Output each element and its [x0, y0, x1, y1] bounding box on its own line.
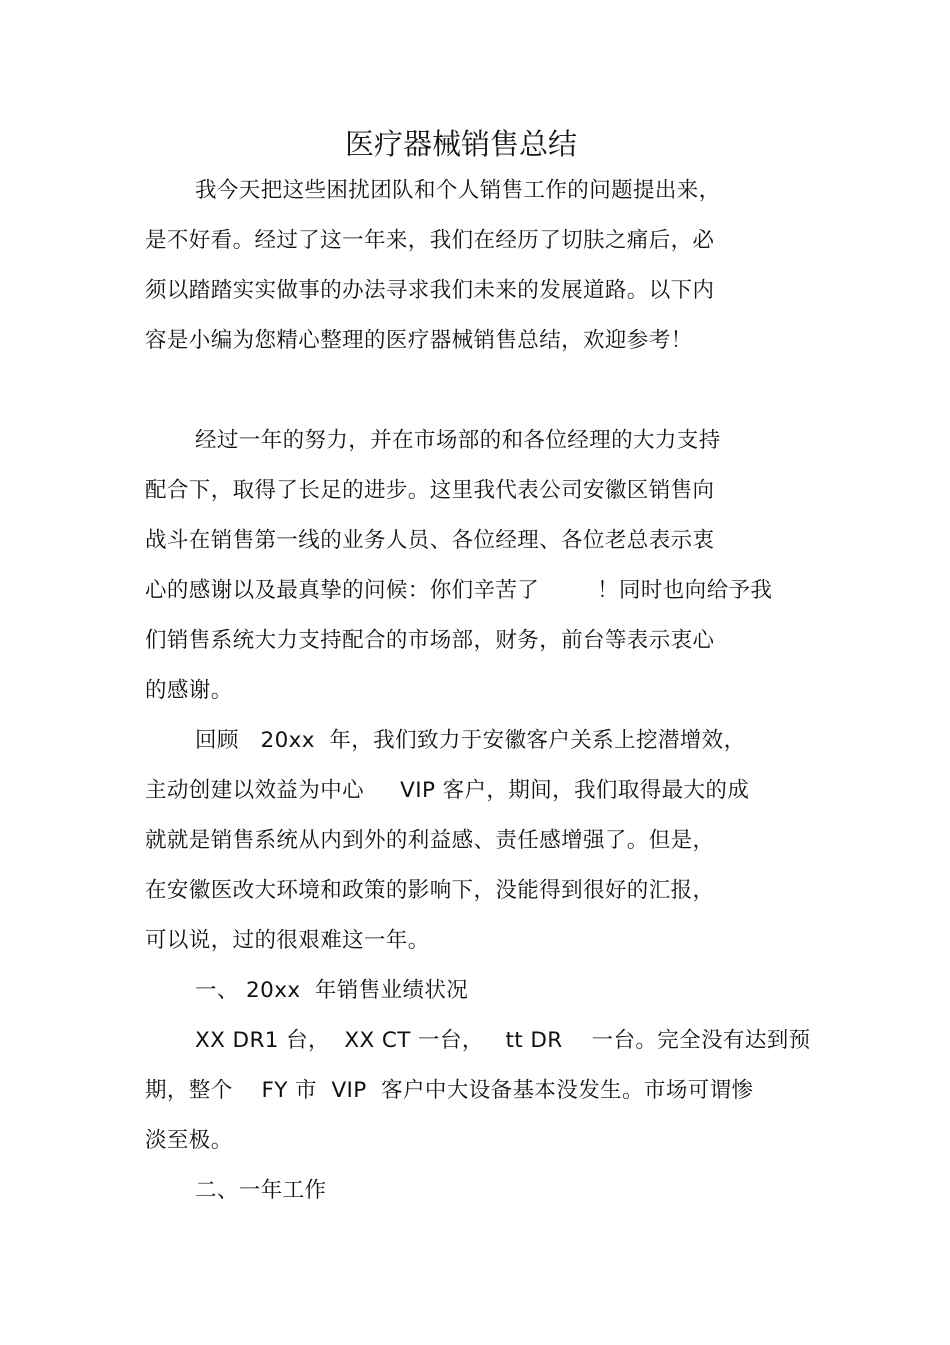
paragraph-line: 我今天把这些困扰团队和个人销售工作的问题提出来， — [195, 178, 721, 203]
paragraph-line: 期，整个 FY 市 VIP 客户中大设备基本没发生。市场可谓惨 — [145, 1078, 754, 1103]
paragraph-line: 的感谢。 — [145, 678, 233, 703]
paragraph-line: 是不好看。经过了这一年来，我们在经历了切肤之痛后，必 — [145, 228, 715, 253]
paragraph-line: 淡至极。 — [145, 1128, 233, 1153]
section-heading: 二、一年工作 — [195, 1178, 327, 1203]
paragraph-line: 就就是销售系统从内到外的利益感、责任感增强了。但是， — [145, 828, 715, 853]
paragraph-line: 心的感谢以及最真挚的问候：你们辛苦了 ！同时也向给予我 — [145, 578, 773, 603]
paragraph-line: 回顾 20xx 年，我们致力于安徽客户关系上挖潜增效， — [195, 728, 746, 753]
paragraph-line: 在安徽医改大环境和政策的影响下，没能得到很好的汇报， — [145, 878, 715, 903]
paragraph-line: 可以说，过的很艰难这一年。 — [145, 928, 430, 953]
paragraph-line: XX DR1 台， XX CT 一台， tt DR 一台。完全没有达到预 — [195, 1028, 811, 1053]
paragraph-line: 容是小编为您精心整理的医疗器械销售总结，欢迎参考！ — [145, 328, 693, 353]
paragraph-line: 经过一年的努力，并在市场部的和各位经理的大力支持 — [195, 428, 721, 453]
paragraph-line: 们销售系统大力支持配合的市场部，财务，前台等表示衷心 — [145, 628, 715, 653]
document-title: 医疗器械销售总结 — [344, 127, 577, 161]
paragraph-line: 主动创建以效益为中心 VIP 客户，期间，我们取得最大的成 — [145, 778, 750, 803]
section-heading: 一、 20xx 年销售业绩状况 — [195, 978, 469, 1003]
paragraph-line: 战斗在销售第一线的业务人员、各位经理、各位老总表示衷 — [145, 528, 715, 553]
paragraph-line: 配合下，取得了长足的进步。这里我代表公司安徽区销售向 — [145, 478, 715, 503]
paragraph-line: 须以踏踏实实做事的办法寻求我们未来的发展道路。以下内 — [145, 278, 715, 303]
